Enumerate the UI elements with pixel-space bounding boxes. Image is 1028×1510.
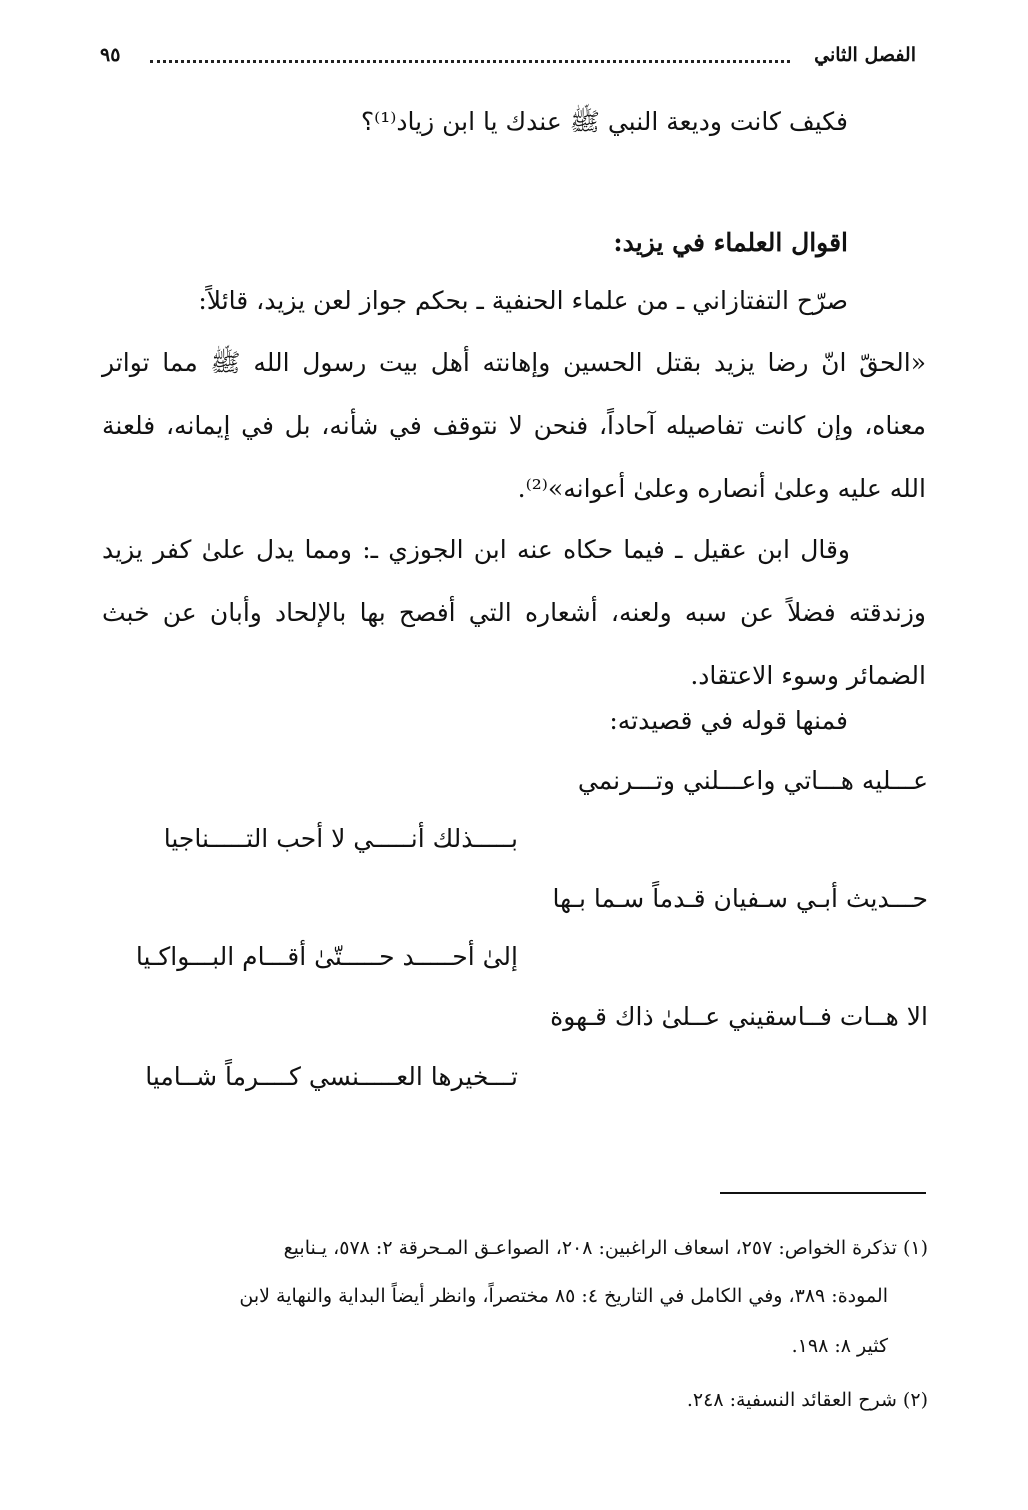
page-number: ٩٥ [100,44,121,66]
taftazani-intro: صرّح التفتازاني ـ من علماء الحنفية ـ بحكم جواز لعن يزيد، قائلاً: [198,286,848,315]
taftazani-quote-paragraph: «الحقّ انّ رضا يزيد بقتل الحسين وإهانته أهل بيت رسول الله ﷺ مما تواتر معناه، وإن كانت تفاصيله آحاداً، فنحن لا نتوقف في شأنه، بل في إيمانه، فلعنة الله عليه وعلىٰ أنصاره وعلىٰ أعوانه»⁽²⁾. [102,348,926,503]
poem-verse-1: عـــليه هـــاتي واعـــلني وتـــرنمي [577,766,928,795]
footnote-2: (٢) شرح العقائد النسفية: ٢٤٨. [686,1389,928,1411]
intro-line: فكيف كانت وديعة النبي ﷺ عندك يا ابن زياد⁽¹⁾؟ [360,107,848,136]
running-head-chapter-title: الفصل الثاني [814,44,916,66]
poem-verse-3: حـــديث أبـي سـفيان قـدماً سـما بـها [552,884,928,913]
section-heading: اقوال العلماء في يزيد: [613,228,848,257]
poem-verse-2: بـــــذلك أنـــــي لا أحب التـــــناجيا [163,824,518,853]
footnote-separator [720,1192,926,1194]
poem-verse-5: الا هــات فــاسقيني عــلىٰ ذاك قـهوة [550,1002,928,1031]
poem-verse-4: إلىٰ أحـــــد حـــــتّىٰ أقـــام البـــواكـيا [135,942,518,971]
ibn-aqil-paragraph: وقال ابن عقيل ـ فيما حكاه عنه ابن الجوزي ـ: ومما يدل علىٰ كفر يزيد وزندقته فضلاً عن سبه ولعنه، أشعاره التي أفصح بها بالإلحاد وأبان عن خبث الضمائر وسوء الاعتقاد. [102,535,926,690]
poem-intro: فمنها قوله في قصيدته: [609,706,848,735]
footnote-1-line-2: المودة: ٣٨٩، وفي الكامل في التاريخ ٤: ٨٥ مختصراً، وانظر أيضاً البداية والنهاية لابن [239,1285,888,1307]
poem-verse-6: تـــخيرها العـــــنسي كــــرماً شــاميا [145,1062,518,1091]
footnote-1-line-3: كثير ٨: ١٩٨. [791,1335,888,1357]
footnote-1-line-1: (١) تذكرة الخواص: ٢٥٧، اسعاف الراغبين: ٢٠٨، الصواعـق المـحرقة ٢: ٥٧٨، يـنابيع [283,1237,928,1259]
header-dotted-leader [150,60,790,63]
